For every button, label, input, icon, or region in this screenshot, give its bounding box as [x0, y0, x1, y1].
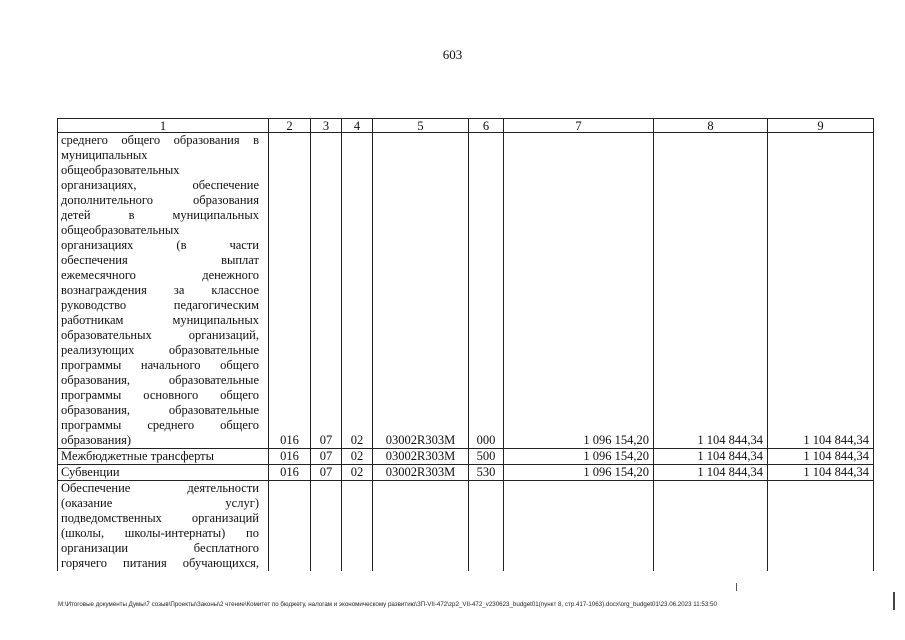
desc-line: (оказание услуг) — [61, 496, 259, 510]
empty-cell — [373, 481, 469, 572]
empty-cell — [342, 481, 373, 572]
empty-cell — [768, 481, 874, 572]
cell-ministry-code: 016 — [269, 133, 311, 449]
header-cell: 4 — [342, 119, 373, 133]
empty-cell — [654, 481, 768, 572]
header-cell: 8 — [654, 119, 768, 133]
desc-line: (школы, школы-интернаты) по — [61, 526, 259, 540]
cell-target-article: 03002R303M — [373, 449, 469, 465]
desc-line: общеобразовательных — [61, 223, 180, 237]
cell-amount-col8: 1 104 844,34 — [654, 465, 768, 481]
desc-line: обеспечения выплат — [61, 253, 259, 267]
desc-line: реализующих образовательные — [61, 343, 259, 357]
desc-line: вознаграждения за классное — [61, 283, 259, 297]
desc-line: руководство педагогическим — [61, 298, 259, 312]
desc-line: образования) — [61, 433, 132, 447]
desc-line: организациях, обеспечение — [61, 178, 259, 192]
table-row — [58, 449, 874, 465]
cell-amount-col9: 1 104 844,34 — [768, 465, 874, 481]
desc-line: организациях (в части — [61, 238, 259, 252]
cell-amount-col9: 1 104 844,34 — [768, 449, 874, 465]
desc-line: подведомственных организаций — [61, 511, 259, 525]
empty-cell — [469, 481, 504, 572]
desc-line: образовательных организаций, — [61, 328, 259, 342]
cell-expense-type: 000 — [469, 133, 504, 449]
cell-amount-col7: 1 096 154,20 — [504, 465, 654, 481]
cell-section: 07 — [311, 133, 342, 449]
desc-line: организации бесплатного — [61, 541, 259, 555]
table-row — [58, 133, 874, 449]
header-cell: 9 — [768, 119, 874, 133]
cell-target-article: 03002R303M — [373, 133, 469, 449]
cell-ministry-code: 016 — [269, 465, 311, 481]
header-cell: 5 — [373, 119, 469, 133]
cell-section: 07 — [311, 449, 342, 465]
cell-amount-col8: 1 104 844,34 — [654, 449, 768, 465]
cell-amount-col9: 1 104 844,34 — [768, 133, 874, 449]
desc-line: муниципальных — [61, 148, 148, 162]
empty-cell — [311, 481, 342, 572]
desc-line: программы основного общего — [61, 388, 259, 402]
empty-cell — [504, 481, 654, 572]
row-description — [58, 481, 269, 572]
desc-line: дополнительного образования — [61, 193, 259, 207]
cell-amount-col7: 1 096 154,20 — [504, 449, 654, 465]
page-number: 603 — [442, 47, 463, 62]
desc-line: ежемесячного денежного — [61, 268, 259, 282]
desc-line: программы начального общего — [61, 358, 259, 372]
table-row — [58, 481, 874, 572]
table-row — [58, 465, 874, 481]
header-cell: 6 — [469, 119, 504, 133]
cell-subsection: 02 — [342, 449, 373, 465]
table-header-row — [58, 119, 874, 133]
row-description: Субвенции — [58, 465, 269, 481]
desc-line: Обеспечение деятельности — [61, 481, 259, 495]
desc-line: общеобразовательных — [61, 163, 180, 177]
row-description: Межбюджетные трансферты — [58, 449, 269, 465]
cell-section: 07 — [311, 465, 342, 481]
empty-cell — [269, 481, 311, 572]
desc-line: работникам муниципальных — [61, 313, 259, 327]
cell-target-article: 03002R303M — [373, 465, 469, 481]
header-cell: 3 — [311, 119, 342, 133]
scan-mark — [736, 583, 737, 591]
desc-line: детей в муниципальных — [61, 208, 259, 222]
cell-expense-type: 530 — [469, 465, 504, 481]
cell-subsection: 02 — [342, 465, 373, 481]
cell-amount-col8: 1 104 844,34 — [654, 133, 768, 449]
row-description — [58, 133, 269, 449]
cell-expense-type: 500 — [469, 449, 504, 465]
desc-line: образования, образовательные — [61, 403, 259, 417]
header-cell: 1 — [58, 119, 269, 133]
budget-table — [57, 118, 874, 571]
desc-line: среднего общего образования в — [61, 133, 259, 147]
cell-subsection: 02 — [342, 133, 373, 449]
header-cell: 2 — [269, 119, 311, 133]
document-footer-path: М:\Итоговые документы Думы\7 созыв\Проекты\Законы\2 чтение\Комитет по бюджету, налогам и экономическому развитию\ЗП-VII-472\zp2_VII-472_v230623_budget01(пункт 8, стр.417-1063).docx\org_budget01\23.06.2023 11:53:50 — [58, 601, 717, 608]
desc-line: горячего питания обучающихся, — [61, 556, 259, 570]
header-cell: 7 — [504, 119, 654, 133]
cell-ministry-code: 016 — [269, 449, 311, 465]
cell-amount-col7: 1 096 154,20 — [504, 133, 654, 449]
desc-line: программы среднего общего — [61, 418, 259, 432]
desc-line: образования, образовательные — [61, 373, 259, 387]
